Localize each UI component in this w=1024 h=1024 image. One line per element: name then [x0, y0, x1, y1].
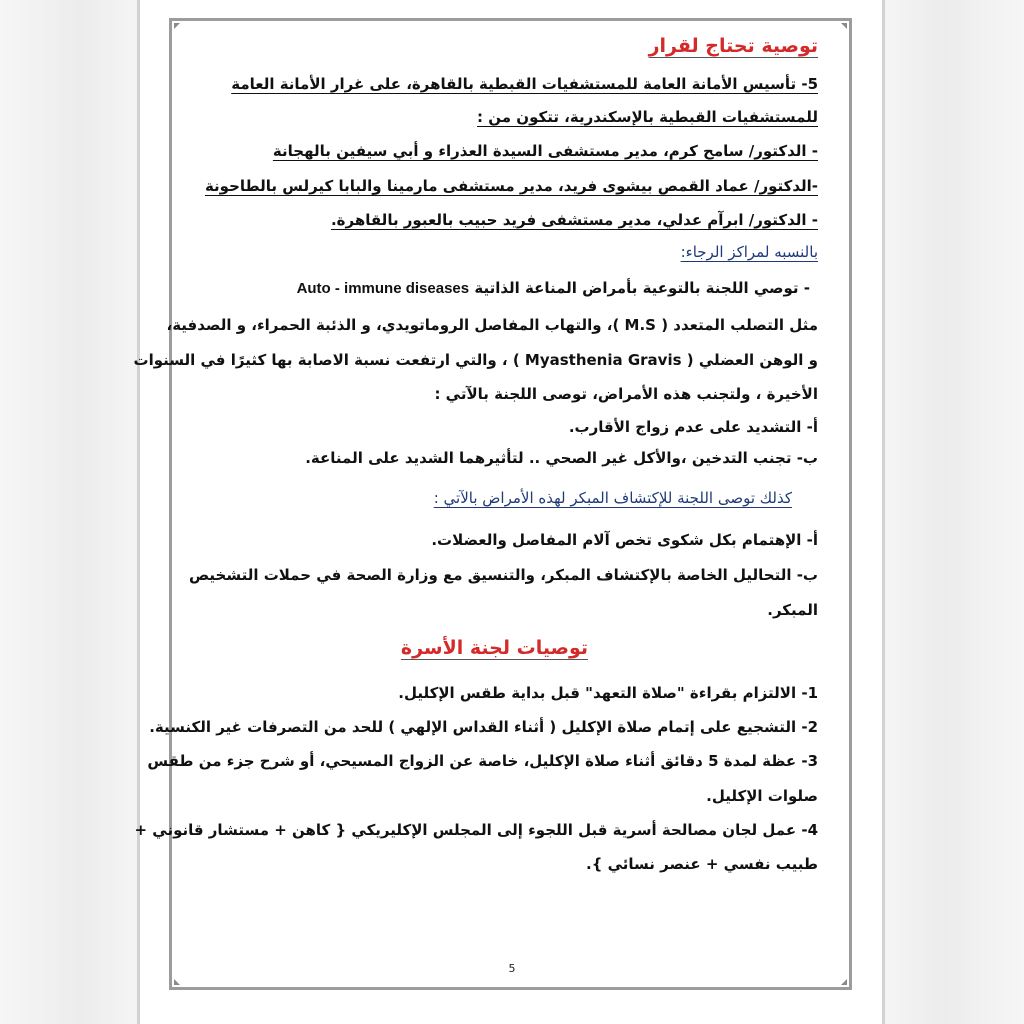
heading-hope-centers: بالنسبه لمراكز الرجاء: [680, 243, 818, 261]
early-detection-item-b-line1: ب- التحاليل الخاصة بالإكتشاف المبكر، والتنسيق مع وزارة الصحة في حملات التشخيص [188, 566, 818, 584]
member-3: - الدكتور/ ابرآم عدلي، مدير مستشفى فريد حبيب بالعبور بالقاهرة. [330, 211, 818, 229]
para-line2: مثل التصلب المتعدد ( M.S )، والتهاب المفاصل الروماتويدي، و الذئبة الحمراء، و الصدفية، [166, 316, 818, 334]
corner-ornament-icon [841, 23, 847, 29]
family-item-4-line1: 4- عمل لجان مصالحة أسرية قبل اللجوء إلى المجلس الإكليريكي { كاهن + مستشار قانوني + [134, 821, 818, 839]
early-detection-item-b-line2: المبكر. [767, 601, 818, 619]
heading-recommendation-needs-decision: توصية تحتاج لقرار [648, 35, 818, 57]
family-item-3-line1: 3- عظة لمدة 5 دقائق أثناء صلاة الإكليل، خاصة عن الزواج المسيحي، أو شرح جزء من طقس [147, 752, 818, 770]
para-line1 [297, 278, 810, 299]
item-a-avoid-consanguinity: أ- التشديد على عدم زواج الأقارب. [568, 418, 818, 436]
para-line4: الأخيرة ، ولتجنب هذه الأمراض، توصى اللجنة بالآتي : [434, 385, 818, 403]
heading-early-detection: كذلك توصى اللجنة للإكتشاف المبكر لهذه الأمراض بالآتي : [433, 489, 792, 507]
family-item-4-line2: طبيب نفسي + عنصر نسائي }. [586, 855, 818, 873]
member-2: -الدكتور/ عماد القمص بيشوى فريد، مدير مستشفى مارمينا والبابا كيرلس بالطاحونة [204, 177, 818, 195]
corner-ornament-icon [174, 979, 180, 985]
item5-line1: 5- تأسيس الأمانة العامة للمستشفيات القبطية بالقاهرة، على غرار الأمانة العامة [231, 75, 818, 93]
item5-line2: للمستشفيات القبطية بالإسكندرية، تتكون من : [477, 108, 818, 126]
family-item-3-line2: صلوات الإكليل. [706, 787, 818, 805]
member-1: - الدكتور/ سامح كرم، مدير مستشفى السيدة العذراء و أبي سيفين بالهجانة [272, 142, 818, 160]
para-line1-english: Auto - immune diseases [296, 280, 470, 297]
item-b-avoid-smoking: ب- تجنب التدخين ،والأكل غير الصحي .. لتأثيرهما الشديد على المناعة. [305, 449, 818, 467]
corner-ornament-icon [174, 23, 180, 29]
corner-ornament-icon [841, 979, 847, 985]
page-number: 5 [508, 962, 516, 975]
early-detection-item-a: أ- الإهتمام بكل شكوى تخص آلام المفاصل والعضلات. [431, 531, 818, 549]
para-line1-arabic: - توصي اللجنة بالتوعية بأمراض المناعة الذاتية [474, 279, 810, 297]
para-line3: و الوهن العضلي ( Myasthenia Gravis ) ، والتي ارتفعت نسبة الاصابة بها كثيرًا في السنوات [133, 351, 818, 369]
family-item-1: 1- الالتزام بقراءة "صلاة التعهد" قبل بداية طقس الإكليل. [398, 684, 818, 702]
family-item-2: 2- التشجيع على إتمام صلاة الإكليل ( أثناء القداس الإلهي ) للحد من التصرفات غير الكنسية. [149, 718, 818, 736]
heading-family-committee: توصيات لجنة الأسرة [400, 637, 588, 659]
